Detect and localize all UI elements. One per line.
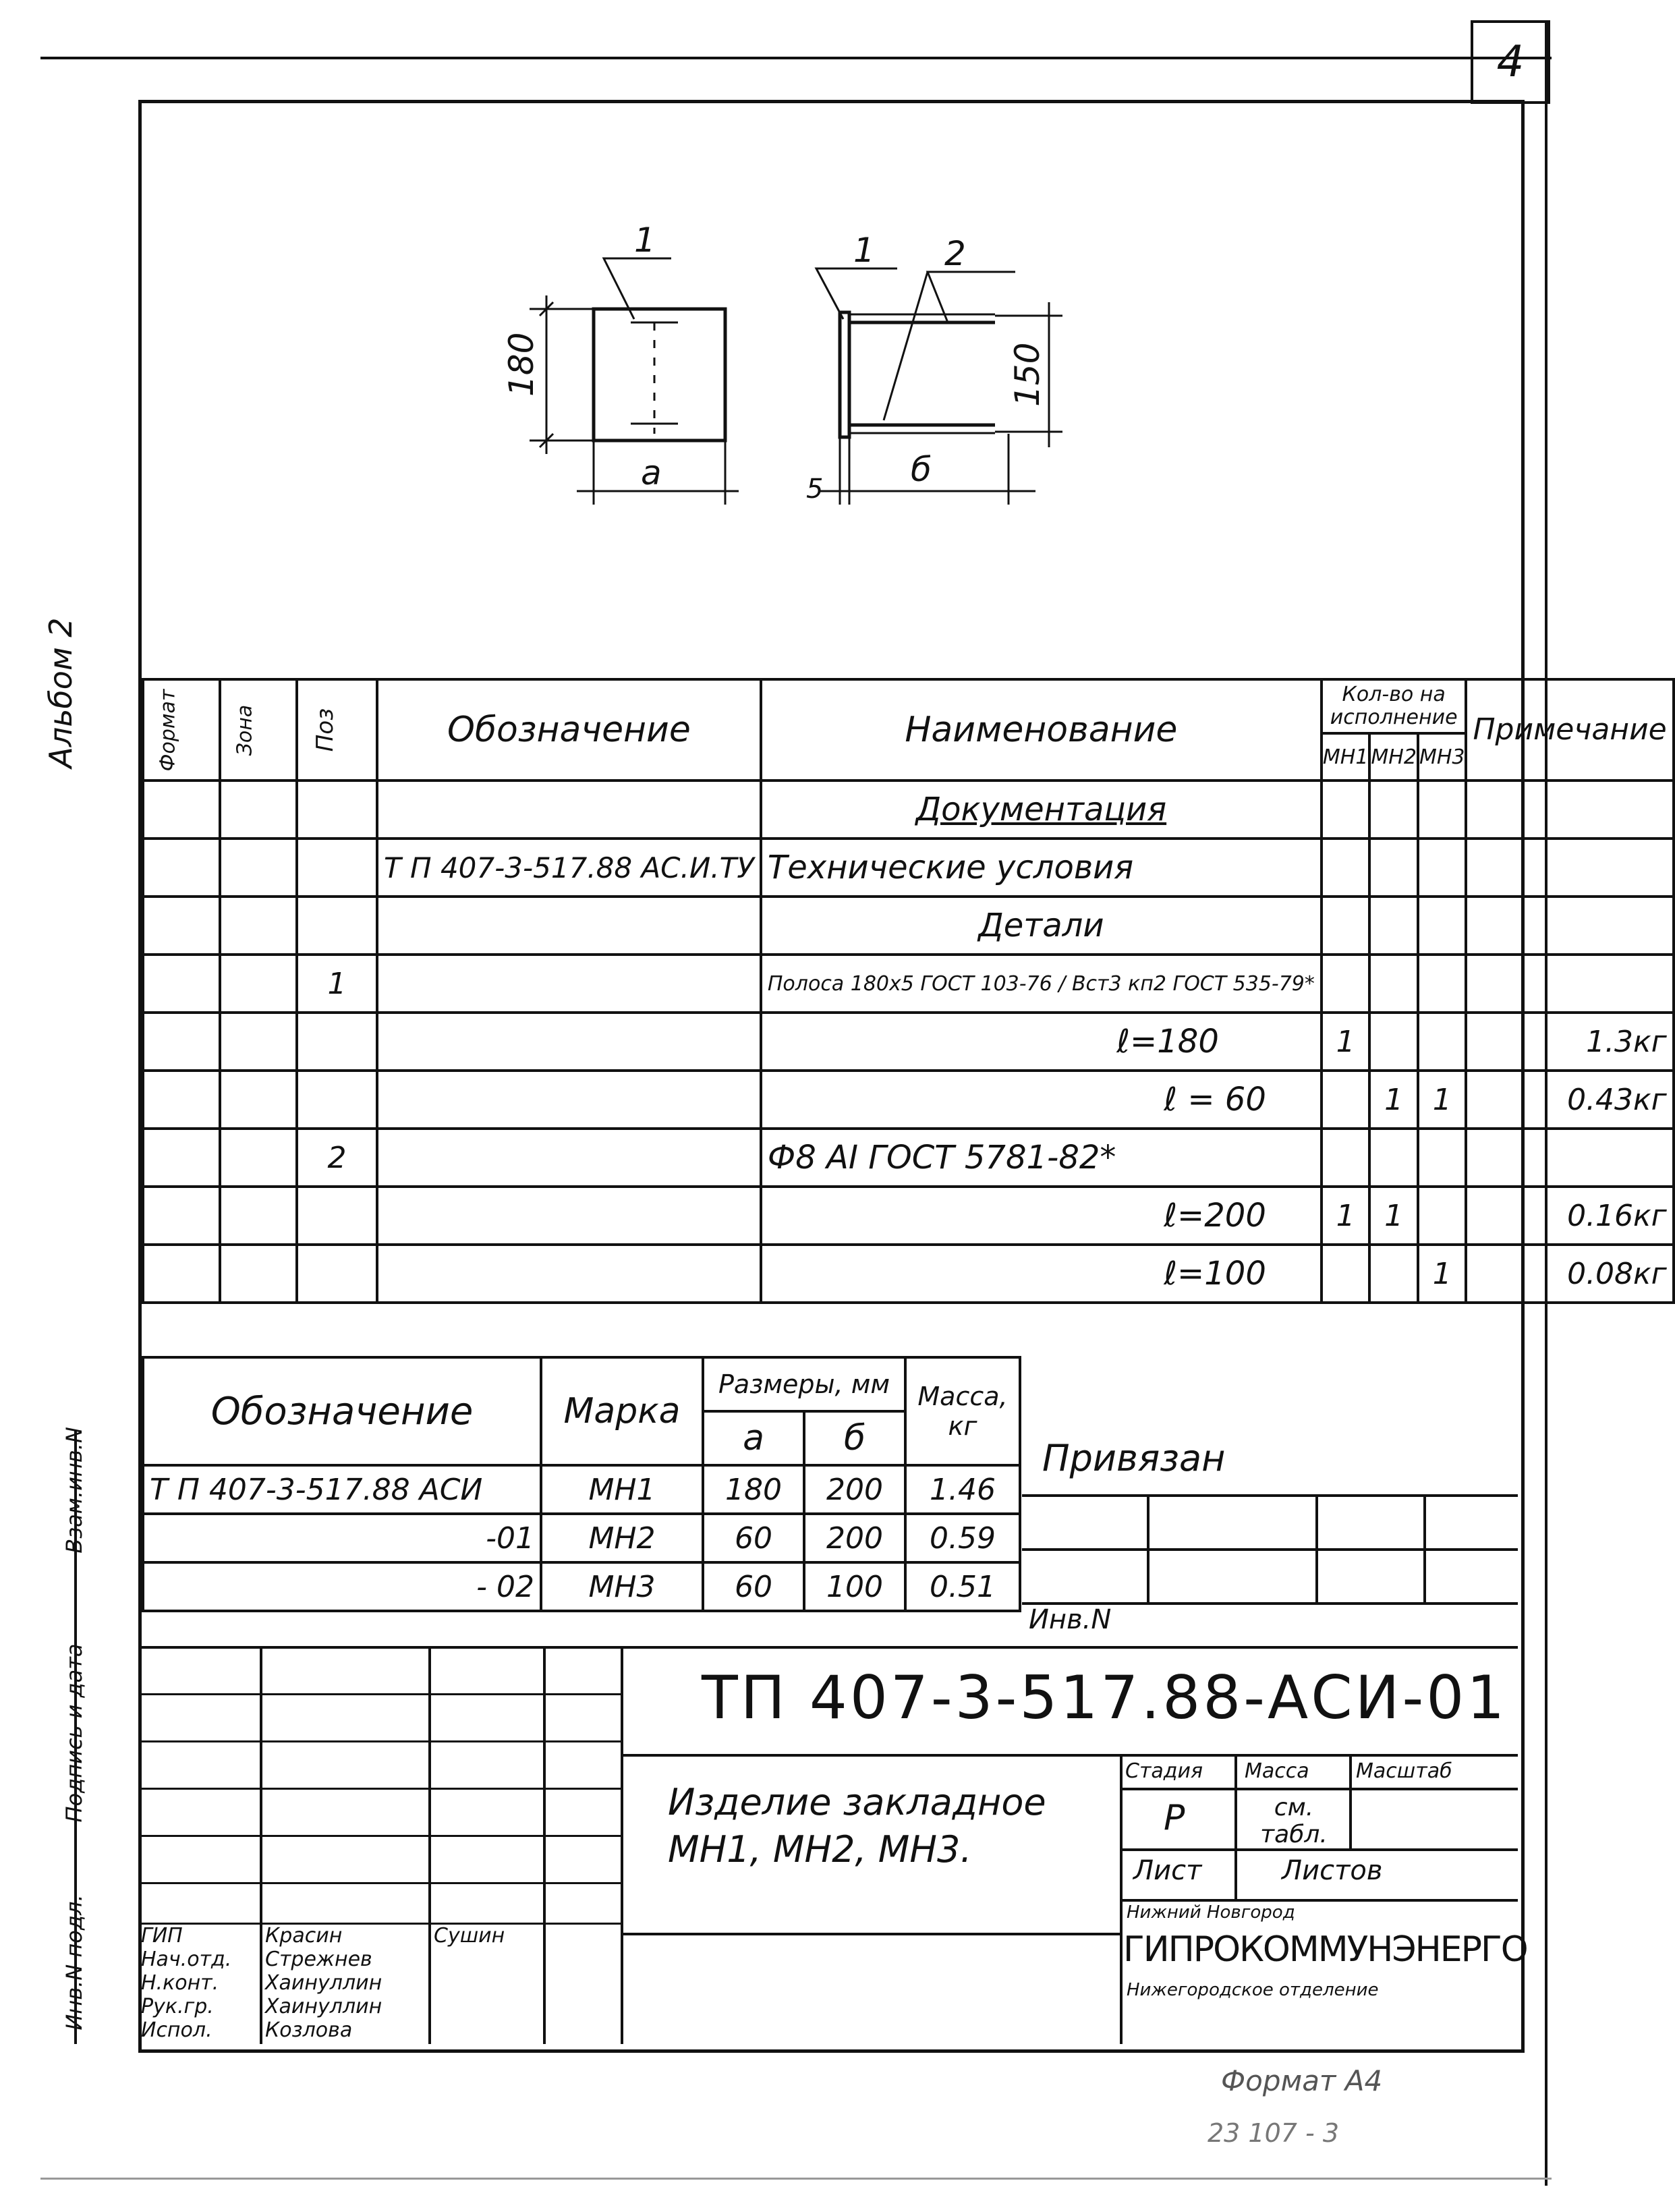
variant-b-cell: 200 — [804, 1514, 905, 1562]
spec-pos-cell — [297, 1071, 377, 1129]
variants-header-a: а — [703, 1411, 804, 1465]
spec-zone-cell — [220, 1129, 297, 1187]
title-block-left-divider — [621, 1646, 623, 2044]
variant-a-cell: 60 — [703, 1514, 804, 1562]
pos1-right-label: 1 — [853, 231, 875, 270]
scale-label: Масштаб — [1356, 1759, 1452, 1783]
privyazan-line-1 — [1022, 1494, 1518, 1497]
spec-note-cell — [1466, 839, 1673, 897]
spec-row — [143, 1187, 1674, 1245]
pos1-left-label: 1 — [634, 221, 656, 260]
spec-note-cell — [1466, 781, 1673, 839]
bottom-edge-line — [40, 2178, 1552, 2180]
spec-pos-cell — [297, 1013, 377, 1071]
spec-mn2-cell — [1369, 1245, 1418, 1303]
variants-header-mass: Масса, кг — [905, 1357, 1020, 1465]
plate-front-view — [594, 309, 725, 441]
spec-format-cell — [143, 781, 220, 839]
variant-designation-cell: - 02 — [143, 1562, 541, 1611]
spec-note-cell: 0.08кг — [1466, 1245, 1673, 1303]
inv-podl-label: Инв.N подл. — [61, 1894, 87, 2031]
spec-note-cell — [1466, 955, 1673, 1013]
spec-format-cell — [143, 1245, 220, 1303]
spec-mn3-cell: 1 — [1418, 1245, 1467, 1303]
spec-pos-cell — [297, 1187, 377, 1245]
spec-mn3-cell — [1418, 1187, 1467, 1245]
stage-label: Стадия — [1125, 1759, 1203, 1783]
variants-header-sizes: Размеры, мм — [703, 1357, 905, 1411]
spec-format-cell — [143, 1013, 220, 1071]
variant-row — [143, 1465, 1020, 1514]
spec-mn3-cell — [1418, 897, 1467, 955]
variant-designation-cell: -01 — [143, 1514, 541, 1562]
spec-format-cell — [143, 955, 220, 1013]
sheet-number-box — [1471, 20, 1550, 104]
header-note: Примечание — [1466, 679, 1673, 781]
mass-value: см. табл. — [1260, 1794, 1328, 1848]
spec-designation-cell — [377, 1071, 761, 1129]
privyazan-vline-3 — [1423, 1494, 1426, 1602]
signature-row — [138, 1924, 621, 1948]
spec-name-cell: Ф8 АI ГОСТ 5781-82* — [761, 1129, 1322, 1187]
inv-no-label: Инв.N — [1029, 1604, 1112, 1635]
spec-row — [143, 1013, 1674, 1071]
dim-a-label: а — [641, 453, 662, 492]
spec-pos-cell — [297, 781, 377, 839]
stage-cols-2 — [1349, 1754, 1352, 1848]
spec-mn1-cell — [1322, 955, 1370, 1013]
signature-name: Козлова — [265, 2018, 353, 2042]
signature-name: Хаинуллин — [265, 1971, 382, 1995]
spec-note-cell — [1466, 897, 1673, 955]
signature-role: ГИП — [141, 1924, 183, 1948]
spec-note-cell: 1.3кг — [1466, 1013, 1673, 1071]
signature-row — [138, 1971, 621, 1995]
spec-mn2-cell: 1 — [1369, 1187, 1418, 1245]
plate-side-view — [840, 312, 849, 437]
org-top: Нижний Новгород — [1127, 1902, 1295, 1923]
spec-mn2-cell — [1369, 781, 1418, 839]
title-line-1: Изделие закладное — [668, 1781, 1046, 1823]
dim-5-label: 5 — [806, 474, 824, 505]
spec-mn2-cell — [1369, 897, 1418, 955]
spec-name-cell: Полоса 180x5 ГОСТ 103-76 / Вст3 кп2 ГОСТ 535-79* — [761, 955, 1322, 1013]
spec-designation-cell — [377, 1013, 761, 1071]
signature-role: Испол. — [141, 2018, 212, 2042]
drawing-code: ТП 407-3-517.88-АСИ-01 — [702, 1663, 1508, 1732]
spec-designation-cell — [377, 1245, 761, 1303]
signature-name: Хаинуллин — [265, 1995, 382, 2018]
spec-mn2-cell — [1369, 955, 1418, 1013]
variants-header-designation: Обозначение — [143, 1357, 541, 1465]
sheet-label: Лист — [1133, 1855, 1202, 1886]
spec-zone-cell — [220, 955, 297, 1013]
privyazan-label: Привязан — [1042, 1437, 1226, 1479]
stage-cols-1 — [1234, 1754, 1237, 1899]
pos2-label: 2 — [944, 234, 966, 273]
signature-row — [138, 1948, 621, 1971]
spec-zone-cell — [220, 1187, 297, 1245]
people-grid — [138, 1646, 621, 2044]
spec-pos-cell: 2 — [297, 1129, 377, 1187]
spec-mn2-cell: 1 — [1369, 1071, 1418, 1129]
title-left-mid-line — [621, 1933, 1120, 1935]
spec-format-cell — [143, 1187, 220, 1245]
org-bottom: Нижегородское отделение — [1127, 1980, 1379, 2000]
spec-row — [143, 1245, 1674, 1303]
spec-name-cell: ℓ=100 — [761, 1245, 1322, 1303]
mass-label: Масса — [1245, 1759, 1309, 1783]
spec-mn1-cell — [1322, 781, 1370, 839]
spec-note-cell: 0.16кг — [1466, 1187, 1673, 1245]
privyazan-vline-2 — [1315, 1494, 1318, 1602]
header-format: Формат — [143, 679, 220, 781]
signature-name: Красин — [265, 1924, 343, 1948]
variant-a-cell: 180 — [703, 1465, 804, 1514]
spec-row — [143, 781, 1674, 839]
footer-copy: 23 107 - 3 — [1208, 2118, 1340, 2148]
specification-table — [142, 678, 1675, 1304]
spec-mn3-cell — [1418, 781, 1467, 839]
org-name: ГИПРОКОММУНЭНЕРГО — [1123, 1929, 1527, 1970]
variant-b-cell: 100 — [804, 1562, 905, 1611]
spec-designation-cell — [377, 1187, 761, 1245]
header-mn1: МН1 — [1322, 733, 1370, 781]
spec-zone-cell — [220, 1013, 297, 1071]
signature-role: Н.конт. — [141, 1971, 219, 1995]
header-designation: Обозначение — [377, 679, 761, 781]
variant-designation-cell: Т П 407-3-517.88 АСИ — [143, 1465, 541, 1514]
spec-zone-cell — [220, 839, 297, 897]
spec-note-cell: 0.43кг — [1466, 1071, 1673, 1129]
spec-row — [143, 1129, 1674, 1187]
signature-row — [138, 2018, 621, 2042]
variants-table — [142, 1356, 1021, 1612]
privyazan-vline-1 — [1147, 1494, 1149, 1602]
spec-name-cell: Детали — [761, 897, 1322, 955]
header-zone: Зона — [220, 679, 297, 781]
spec-format-cell — [143, 839, 220, 897]
spec-pos-cell — [297, 897, 377, 955]
spec-mn1-cell: 1 — [1322, 1013, 1370, 1071]
variant-mark-cell: МН1 — [541, 1465, 703, 1514]
spec-pos-cell — [297, 1245, 377, 1303]
spec-row — [143, 1071, 1674, 1129]
variant-mass-cell: 0.59 — [905, 1514, 1020, 1562]
variant-mark-cell: МН2 — [541, 1514, 703, 1562]
spec-note-cell — [1466, 1129, 1673, 1187]
signature-row — [138, 1995, 621, 2018]
stage-header-line — [1120, 1788, 1518, 1790]
variant-a-cell: 60 — [703, 1562, 804, 1611]
spec-designation-cell: Т П 407-3-517.88 АС.И.ТУ — [377, 839, 761, 897]
spec-mn1-cell — [1322, 1129, 1370, 1187]
spec-zone-cell — [220, 781, 297, 839]
privyazan-line-2 — [1022, 1548, 1518, 1551]
spec-zone-cell — [220, 1245, 297, 1303]
spec-designation-cell — [377, 1129, 761, 1187]
title-line-2: МН1, МН2, МН3. — [668, 1828, 972, 1871]
spec-mn1-cell — [1322, 897, 1370, 955]
variant-mass-cell: 0.51 — [905, 1562, 1020, 1611]
spec-format-cell — [143, 1071, 220, 1129]
spec-row — [143, 955, 1674, 1013]
header-pos: Поз — [297, 679, 377, 781]
spec-row — [143, 839, 1674, 897]
detail-drawing — [138, 100, 1518, 680]
spec-name-cell: ℓ=180 — [761, 1013, 1322, 1071]
spec-mn2-cell — [1369, 839, 1418, 897]
podpis-data-label: Подпись и дата — [61, 1643, 87, 1823]
spec-name-cell: Документация — [761, 781, 1322, 839]
dim-150-label: 150 — [1008, 342, 1047, 407]
variant-b-cell: 200 — [804, 1465, 905, 1514]
spec-mn1-cell — [1322, 1071, 1370, 1129]
signature-role: Нач.отд. — [141, 1948, 232, 1971]
variants-header-mark: Марка — [541, 1357, 703, 1465]
variant-row — [143, 1562, 1020, 1611]
variant-row — [143, 1514, 1020, 1562]
spec-format-cell — [143, 897, 220, 955]
header-mn2: МН2 — [1369, 733, 1418, 781]
sheets-label: Листов — [1282, 1855, 1383, 1886]
spec-zone-cell — [220, 897, 297, 955]
header-qty: Кол-во на исполнение — [1322, 679, 1467, 733]
spec-mn3-cell — [1418, 1013, 1467, 1071]
signature-role: Рук.гр. — [141, 1995, 214, 2018]
top-border-line — [40, 57, 1552, 59]
header-mn3: МН3 — [1418, 733, 1467, 781]
header-name: Наименование — [761, 679, 1322, 781]
sheet-row-line — [1120, 1899, 1518, 1902]
spec-designation-cell — [377, 955, 761, 1013]
stage-value: Р — [1164, 1798, 1185, 1838]
spec-mn3-cell — [1418, 839, 1467, 897]
vzam-inv-label: Взам.инв.N — [61, 1427, 87, 1554]
spec-row — [143, 897, 1674, 955]
variants-header-b: б — [804, 1411, 905, 1465]
spec-mn2-cell — [1369, 1013, 1418, 1071]
album-label: Альбом 2 — [42, 617, 79, 768]
variant-mark-cell: МН3 — [541, 1562, 703, 1611]
spec-mn1-cell — [1322, 1245, 1370, 1303]
dim-180-label: 180 — [502, 332, 541, 397]
spec-zone-cell — [220, 1071, 297, 1129]
signature-name: Стрежнев — [265, 1948, 372, 1971]
variant-mass-cell: 1.46 — [905, 1465, 1020, 1514]
spec-mn3-cell: 1 — [1418, 1071, 1467, 1129]
spec-mn1-cell: 1 — [1322, 1187, 1370, 1245]
spec-mn1-cell — [1322, 839, 1370, 897]
spec-designation-cell — [377, 897, 761, 955]
spec-mn3-cell — [1418, 1129, 1467, 1187]
spec-pos-cell: 1 — [297, 955, 377, 1013]
spec-mn3-cell — [1418, 955, 1467, 1013]
spec-name-cell: Технические условия — [761, 839, 1322, 897]
footer-format: Формат А4 — [1221, 2064, 1383, 2097]
stage-bottom-line — [1120, 1848, 1518, 1851]
spec-format-cell — [143, 1129, 220, 1187]
spec-mn2-cell — [1369, 1129, 1418, 1187]
spec-name-cell: ℓ = 60 — [761, 1071, 1322, 1129]
spec-designation-cell — [377, 781, 761, 839]
code-bottom-line — [621, 1754, 1518, 1757]
dim-b-label: б — [911, 450, 932, 489]
spec-name-cell: ℓ=200 — [761, 1187, 1322, 1245]
spec-pos-cell — [297, 839, 377, 897]
signature-sign: Сушин — [434, 1924, 505, 1948]
sheet-number: 4 — [1496, 37, 1525, 87]
